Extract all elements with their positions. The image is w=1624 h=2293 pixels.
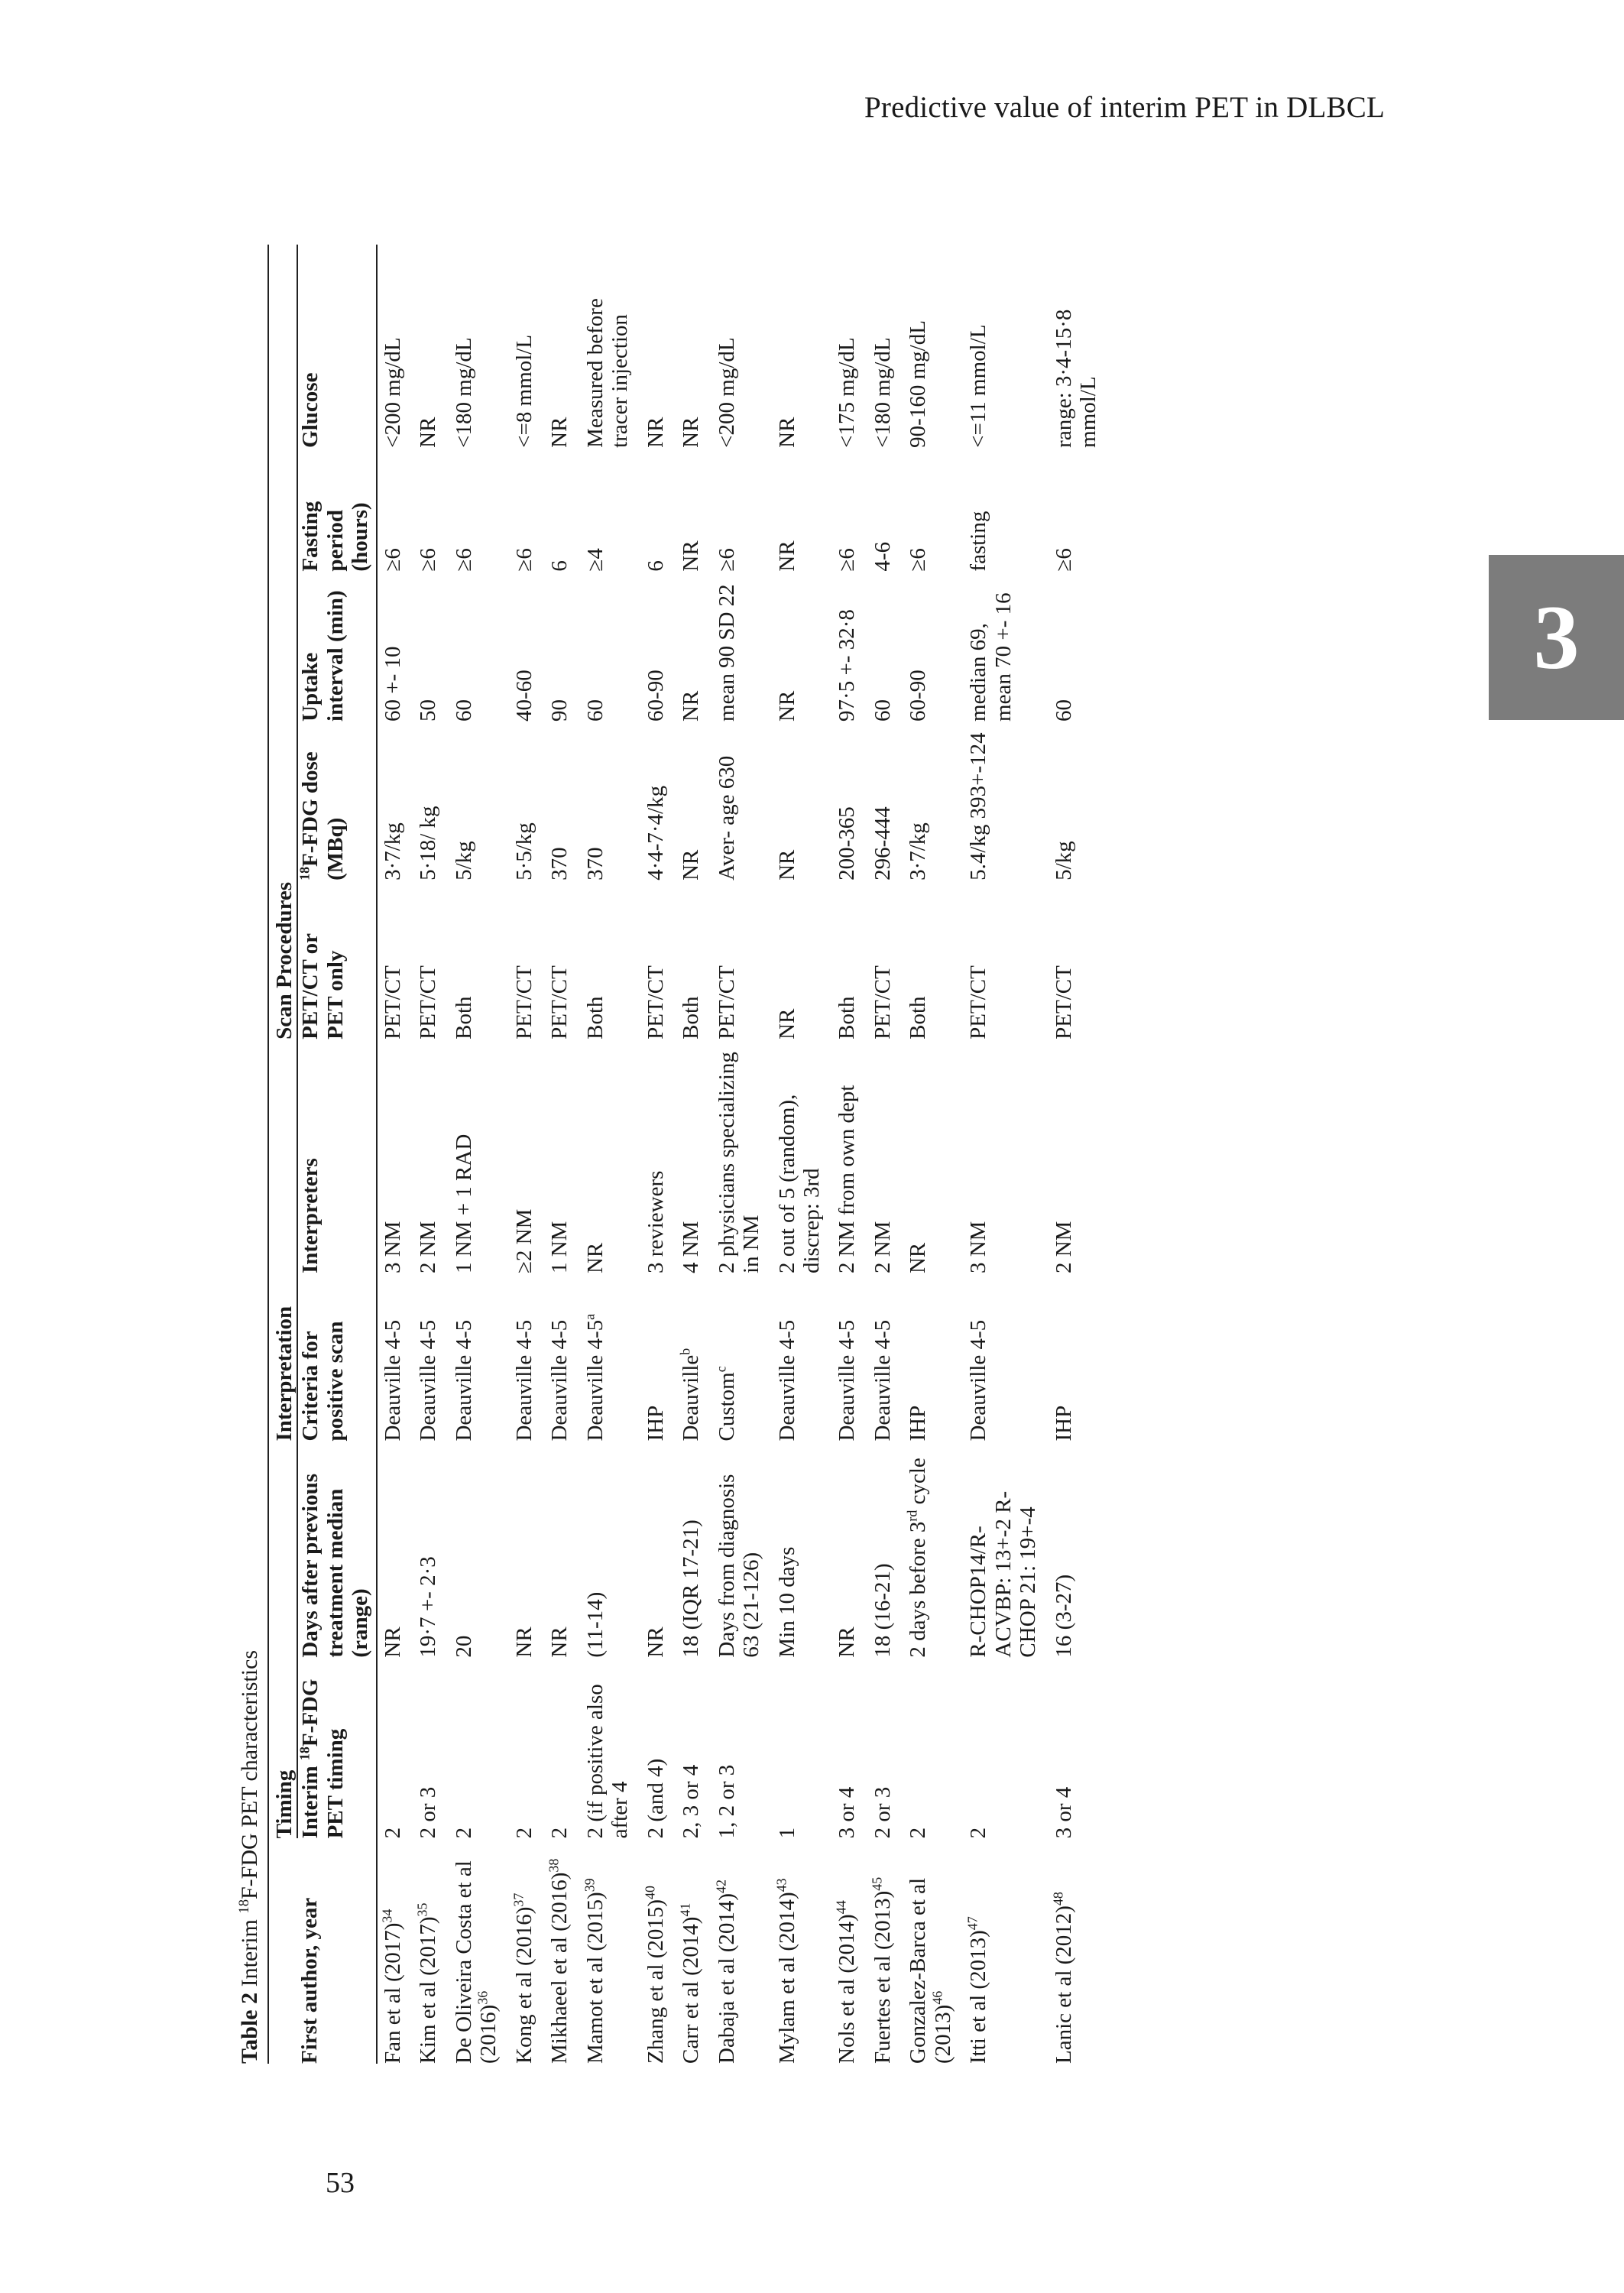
cell-interpreters: ≥2 NM: [511, 1208, 536, 1274]
author-text: Itti et al (2013): [966, 1930, 991, 2064]
cell-glucose: <200 mg/dL: [714, 337, 739, 448]
cell-pet: PET/CT: [966, 965, 991, 1039]
table-row: [958, 245, 1043, 2064]
cell-fasting: 6: [547, 560, 572, 572]
cell-author: [377, 1838, 408, 2064]
cell-dose: 5·18/ kg: [416, 806, 441, 881]
cell-dose: 5/kg: [1051, 841, 1076, 881]
header-timing: Interim $^{18}$F-FDG PET timing: [297, 1658, 376, 1839]
author-text: Fuertes et al (2013): [870, 1890, 895, 2064]
table-caption-label: Table 2: [237, 1992, 262, 2064]
cell-interpreters: NR: [582, 1242, 608, 1274]
cell-author: [408, 1838, 443, 2064]
cell-glucose: NR: [679, 417, 704, 448]
cell-dose: 296-444: [870, 806, 895, 881]
footnote-marker: c: [712, 1366, 728, 1373]
cell-author: [575, 1838, 636, 2064]
cell-dose: 5/kg: [451, 841, 476, 881]
reference-number: 47: [964, 1916, 981, 1931]
header-fasting: Fasting period (hours): [297, 448, 376, 572]
cell-criteria: IHP: [906, 1405, 931, 1442]
cell-criteria: Deauville 4-5$^a$: [582, 1313, 608, 1442]
author-text: Lanic et al (2012): [1051, 1905, 1076, 2064]
page-number: 53: [326, 2167, 355, 2199]
cell-timing: 3 or 4: [835, 1786, 860, 1839]
reference-number: 37: [511, 1892, 527, 1907]
header-criteria: Criteria for positive scan: [297, 1273, 376, 1442]
running-head: Predictive value of interim PET in DLBCL: [864, 91, 1385, 124]
cell-dose: 200-365: [835, 806, 860, 881]
cell-days: NR: [380, 1627, 405, 1658]
group-scan-procedures: Scan Procedures: [268, 245, 297, 1039]
cell-fasting: ≥4: [582, 548, 608, 572]
cell-fasting: 6: [643, 560, 668, 572]
table-row: [444, 245, 504, 2064]
cell-dose: 370: [547, 847, 572, 881]
cell-dose: 3·7/kg: [380, 822, 405, 881]
table-row: [636, 245, 671, 2064]
cell-criteria: Deauville 4-5: [416, 1319, 441, 1442]
cell-pet: Both: [451, 996, 476, 1039]
cell-days: Days from diagnosis 63 (21-126): [714, 1474, 764, 1658]
header-glucose: Glucose: [297, 245, 376, 448]
cell-timing: 2: [547, 1827, 572, 1839]
cell-author: [444, 1838, 504, 2064]
cell-timing: 2 (and 4): [643, 1758, 668, 1839]
cell-glucose: NR: [643, 417, 668, 448]
cell-glucose: NR: [416, 417, 441, 448]
cell-interpreters: 3 NM: [966, 1221, 991, 1274]
cell-days: NR: [547, 1627, 572, 1658]
table-row: [767, 245, 828, 2064]
cell-timing: 1, 2 or 3: [714, 1764, 739, 1839]
cell-pet: PET/CT: [714, 965, 739, 1039]
cell-uptake: 40-60: [511, 670, 536, 722]
cell-uptake: 60: [451, 699, 476, 722]
cell-timing: 2 (if positive also after 4: [582, 1684, 633, 1839]
cell-uptake: 97·5 +- 32·8: [835, 609, 860, 722]
cell-days: R-CHOP14/R-ACVBP: 13+-2 R-CHOP 21: 19+-4: [966, 1490, 1041, 1658]
cell-timing: 2 or 3: [870, 1786, 895, 1839]
reference-number: 35: [414, 1902, 430, 1917]
cell-glucose: range: 3·4-15·8 mmol/L: [1051, 309, 1101, 448]
cell-fasting: ≥6: [835, 548, 860, 572]
reference-number: 36: [475, 1990, 491, 2005]
cell-glucose: NR: [547, 417, 572, 448]
cell-fasting: fasting: [966, 511, 991, 572]
footnote-marker: a: [582, 1313, 598, 1320]
cell-timing: 2: [380, 1827, 405, 1839]
cell-pet: PET/CT: [1051, 965, 1076, 1039]
author-text: Carr et al (2014): [679, 1916, 704, 2064]
cell-criteria: Deauville 4-5: [451, 1319, 476, 1442]
cell-glucose: <180 mg/dL: [451, 337, 476, 448]
cell-glucose: NR: [774, 417, 799, 448]
table-body: [377, 245, 1104, 2064]
reference-number: 38: [546, 1858, 562, 1873]
cell-uptake: 50: [416, 699, 441, 722]
cell-pet: Both: [679, 996, 704, 1039]
reference-number: 46: [929, 1990, 945, 2005]
cell-pet: PET/CT: [643, 965, 668, 1039]
cell-days: 18 (IQR 17-21): [679, 1519, 704, 1658]
header-dose: $^{18}$F-FDG dose (MBq): [297, 722, 376, 881]
cell-interpreters: 2 NM: [416, 1221, 441, 1274]
cell-fasting: 4-6: [870, 541, 895, 572]
cell-timing: 2: [451, 1827, 476, 1839]
cell-days: 2 days before 3rd cycle: [904, 1458, 931, 1658]
cell-interpreters: 2 NM from own dept: [835, 1085, 860, 1274]
cell-uptake: 60: [870, 699, 895, 722]
pet-characteristics-table: [267, 245, 1104, 2064]
author-text: Kong et al (2016): [511, 1906, 536, 2064]
cell-author: [504, 1838, 540, 2064]
cell-fasting: ≥6: [380, 548, 405, 572]
table-caption-pre: Interim: [237, 1919, 262, 1987]
cell-glucose: <175 mg/dL: [835, 337, 860, 448]
header-pet: PET/CT or PET only: [297, 881, 376, 1039]
reference-number: 41: [677, 1902, 693, 1917]
reference-number: 34: [379, 1909, 395, 1923]
cell-days: NR: [835, 1627, 860, 1658]
cell-pet: Both: [582, 996, 608, 1039]
cell-dose: 5.4/kg 393+-124: [966, 732, 991, 881]
cell-timing: 2: [511, 1827, 536, 1839]
cell-interpreters: 2 NM: [870, 1221, 895, 1274]
header-interpreters: Interpreters: [297, 1039, 376, 1273]
cell-uptake: NR: [774, 690, 799, 722]
cell-dose: 5·5/kg: [511, 822, 536, 881]
cell-days: 18 (16-21): [870, 1563, 895, 1658]
cell-pet: PET/CT: [416, 965, 441, 1039]
table-row: [898, 245, 958, 2064]
cell-criteria: Custom$^c$: [712, 1366, 739, 1442]
cell-interpreters: 4 NM: [679, 1221, 704, 1274]
cell-timing: 3 or 4: [1051, 1786, 1076, 1839]
table-row: [827, 245, 862, 2064]
cell-uptake: 60: [582, 699, 608, 722]
cell-glucose: <200 mg/dL: [380, 337, 405, 448]
author-text: Mamot et al (2015): [582, 1892, 608, 2064]
group-spacer: [268, 1838, 297, 2064]
table-row: [504, 245, 540, 2064]
cell-fasting: NR: [679, 540, 704, 572]
cell-pet: PET/CT: [380, 965, 405, 1039]
table-caption: [237, 229, 267, 2064]
cell-days: (11-14): [582, 1591, 608, 1658]
reference-number: 44: [833, 1900, 849, 1915]
cell-interpreters: 1 NM: [547, 1221, 572, 1274]
table-row: [863, 245, 898, 2064]
cell-criteria: Deauville 4-5: [870, 1319, 895, 1442]
reference-number: 48: [1050, 1892, 1066, 1906]
cell-days: Min 10 days: [774, 1546, 799, 1658]
cell-criteria: Deauville$^b$: [677, 1348, 704, 1442]
table-row: [1044, 245, 1104, 2064]
cell-interpreters: 3 NM: [380, 1221, 405, 1274]
author-text: Fan et al (2017): [380, 1922, 405, 2064]
cell-days: NR: [643, 1627, 668, 1658]
cell-fasting: NR: [774, 540, 799, 572]
cell-dose: Aver- age 630: [714, 755, 739, 881]
cell-glucose: Measured before tracer injection: [582, 298, 633, 448]
footnote-marker: b: [677, 1348, 693, 1355]
cell-criteria: Deauville 4-5: [966, 1319, 991, 1442]
cell-uptake: 90: [547, 699, 572, 722]
cell-author: [636, 1838, 671, 2064]
reference-number: 42: [712, 1879, 728, 1893]
cell-pet: PET/CT: [511, 965, 536, 1039]
cell-criteria: Deauville 4-5: [835, 1319, 860, 1442]
cell-glucose: 90-160 mg/dL: [906, 320, 931, 448]
table-row: [377, 245, 408, 2064]
cell-uptake: 60: [1051, 699, 1076, 722]
cell-pet: PET/CT: [547, 965, 572, 1039]
cell-fasting: ≥6: [1051, 548, 1076, 572]
header-author: First author, year: [297, 1838, 376, 2064]
cell-author: [671, 1838, 706, 2064]
cell-days: 20: [451, 1635, 476, 1658]
header-uptake: Uptake interval (min): [297, 572, 376, 722]
reference-number: 43: [773, 1878, 789, 1892]
author-text: Mylam et al (2014): [774, 1892, 799, 2064]
cell-days: NR: [511, 1627, 536, 1658]
cell-uptake: 60-90: [906, 670, 931, 722]
table-caption-sup: 18: [236, 1899, 252, 1914]
author-text: Mikhaeel et al (2016): [547, 1872, 572, 2064]
reference-number: 39: [582, 1878, 598, 1892]
cell-author: [863, 1838, 898, 2064]
table-row: [540, 245, 575, 2064]
cell-author: [1044, 1838, 1104, 2064]
cell-fasting: ≥6: [714, 548, 739, 572]
cell-timing: 2, 3 or 4: [679, 1764, 704, 1839]
author-text: Zhang et al (2015): [643, 1899, 668, 2064]
cell-days: 16 (3-27): [1051, 1574, 1076, 1658]
cell-timing: 2: [966, 1827, 991, 1839]
ordinal-suffix: rd: [904, 1510, 920, 1522]
cell-author: [540, 1838, 575, 2064]
author-text: Dabaja et al (2014): [714, 1892, 739, 2064]
table-row: [575, 245, 636, 2064]
header-days: Days after previous treatment median (range): [297, 1442, 376, 1658]
cell-fasting: ≥6: [416, 548, 441, 572]
cell-interpreters: 1 NM + 1 RAD: [451, 1134, 476, 1274]
cell-interpreters: 2 NM: [1051, 1221, 1076, 1274]
cell-timing: 1: [774, 1827, 799, 1839]
cell-author: [958, 1838, 1043, 2064]
cell-timing: 2 or 3: [416, 1786, 441, 1839]
cell-dose: 370: [582, 847, 608, 881]
cell-criteria: Deauville 4-5: [380, 1319, 405, 1442]
cell-interpreters: 2 out of 5 (random), discrep: 3rd: [774, 1094, 824, 1274]
cell-glucose: <=11 mmol/L: [966, 324, 991, 448]
cell-fasting: ≥6: [451, 548, 476, 572]
cell-uptake: 60-90: [643, 670, 668, 722]
chapter-tab: 3: [1489, 555, 1624, 720]
cell-days: 19·7 +- 2·3: [416, 1556, 441, 1658]
table-row: [671, 245, 706, 2064]
cell-interpreters: NR: [906, 1242, 931, 1274]
group-timing: Timing: [268, 1442, 297, 1839]
cell-dose: NR: [774, 849, 799, 881]
cell-fasting: ≥6: [906, 548, 931, 572]
table-row: [707, 245, 767, 2064]
author-text: Gonzalez-Barca et al (2013): [906, 1877, 955, 2064]
author-text: Nols et al (2014): [835, 1914, 860, 2064]
cell-uptake: 60 +- 10: [380, 646, 405, 722]
cell-criteria: Deauville 4-5: [511, 1319, 536, 1442]
cell-dose: 4·4-7·4/kg: [643, 785, 668, 881]
table-caption-text: F-FDG PET characteristics: [237, 1649, 262, 1899]
cell-glucose: <180 mg/dL: [870, 337, 895, 448]
cell-pet: Both: [835, 996, 860, 1039]
cell-author: [827, 1838, 862, 2064]
cell-pet: Both: [906, 996, 931, 1039]
cell-criteria: IHP: [643, 1405, 668, 1442]
cell-glucose: <=8 mmol/L: [511, 334, 536, 448]
cell-uptake: mean 90 SD 22: [714, 584, 739, 722]
cell-author: [898, 1838, 958, 2064]
cell-dose: NR: [679, 849, 704, 881]
reference-number: 40: [641, 1886, 657, 1899]
cell-interpreters: 3 reviewers: [643, 1170, 668, 1274]
cell-timing: 2: [906, 1827, 931, 1839]
cell-fasting: ≥6: [511, 548, 536, 572]
cell-pet: NR: [774, 1008, 799, 1039]
group-interpretation: Interpretation: [268, 1039, 297, 1442]
table-row: [408, 245, 443, 2064]
author-text: De Oliveira Costa et al (2016): [451, 1860, 501, 2064]
cell-author: [767, 1838, 828, 2064]
author-text: Kim et al (2017): [416, 1916, 441, 2064]
cell-uptake: NR: [679, 690, 704, 722]
cell-dose: 3·7/kg: [906, 822, 931, 881]
cell-interpreters: 2 physicians specializing in NM: [714, 1052, 764, 1274]
rotated-table-block: [237, 229, 1460, 2064]
cell-criteria: Deauville 4-5: [774, 1319, 799, 1442]
reference-number: 45: [869, 1876, 885, 1891]
cell-author: [707, 1838, 767, 2064]
cell-criteria: IHP: [1051, 1405, 1076, 1442]
cell-uptake: median 69, mean 70 +- 16: [966, 592, 1016, 722]
cell-criteria: Deauville 4-5: [547, 1319, 572, 1442]
cell-pet: PET/CT: [870, 965, 895, 1039]
